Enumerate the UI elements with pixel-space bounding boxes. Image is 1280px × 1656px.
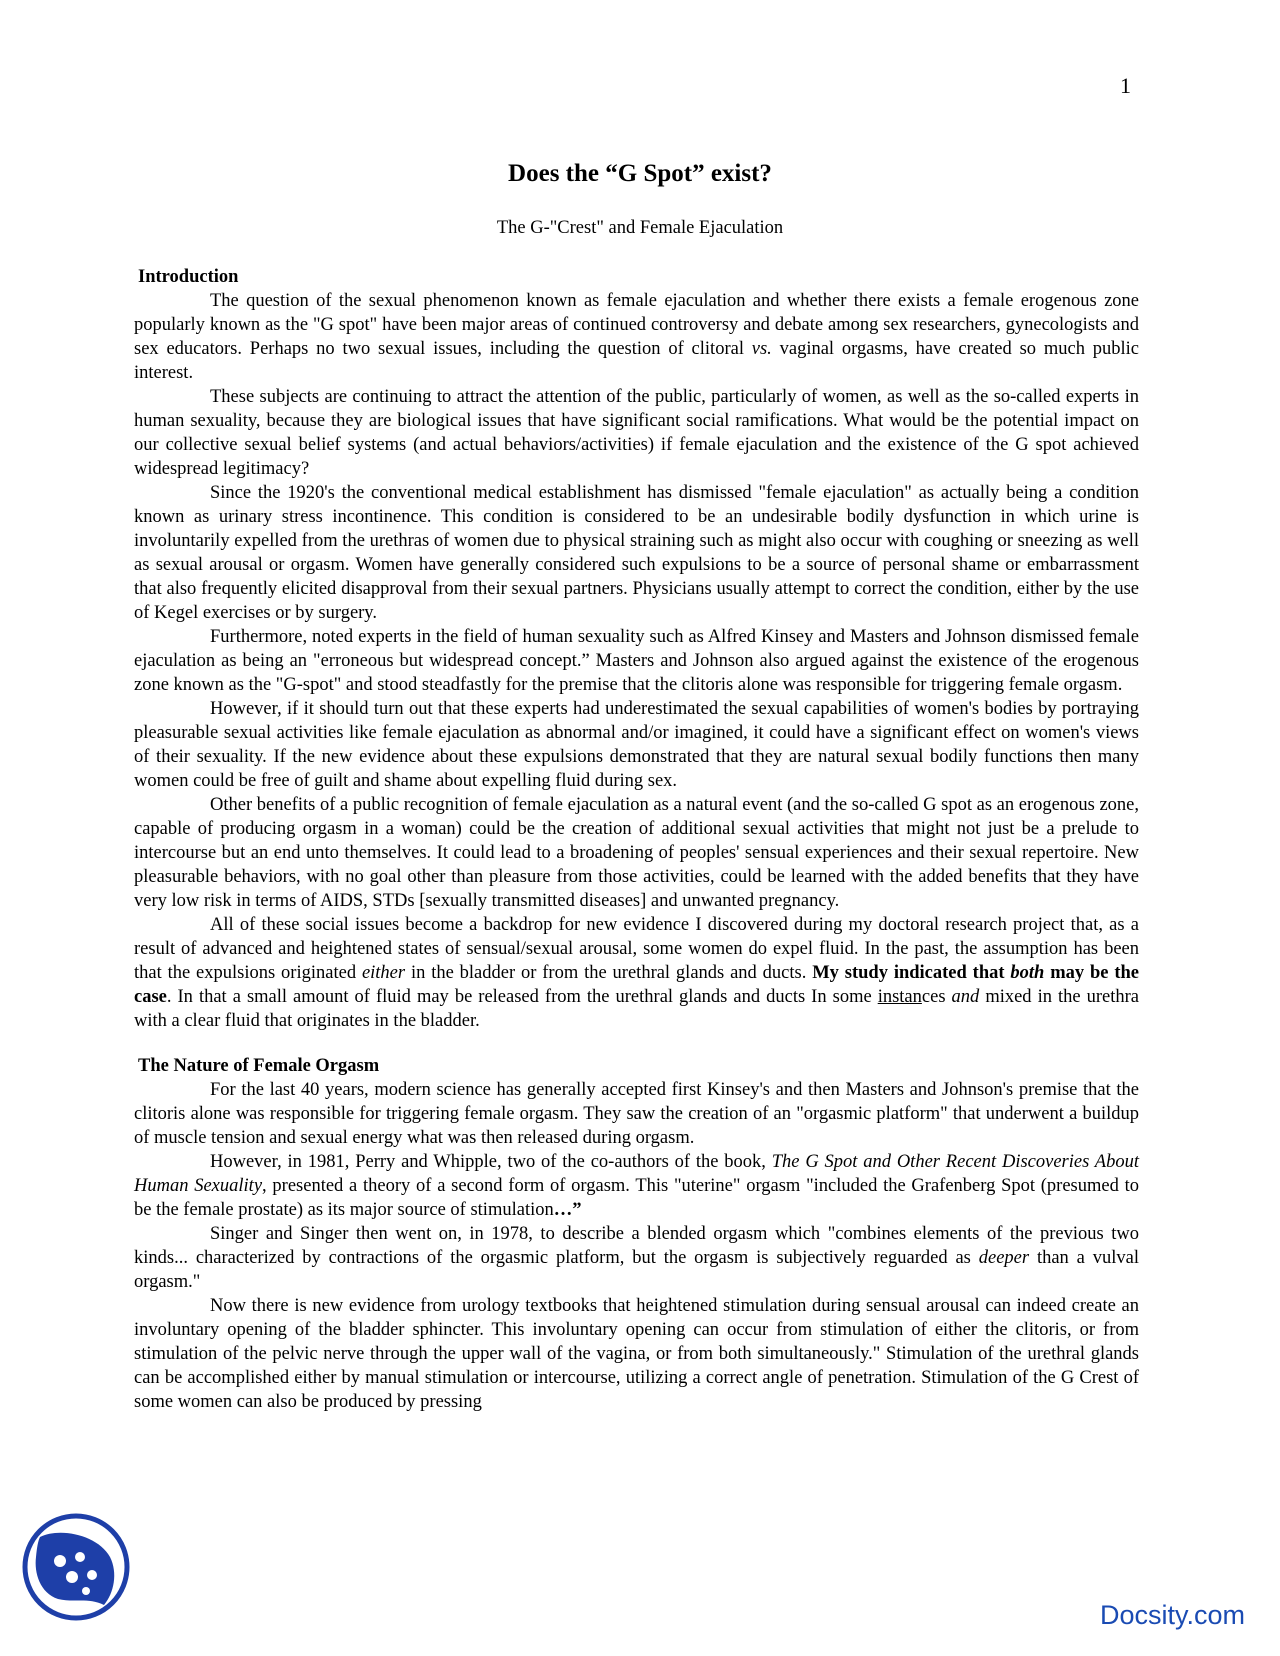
document-title: Does the “G Spot” exist?	[508, 160, 772, 187]
paragraph: Singer and Singer then went on, in 1978, to describe a blended orgasm which "combines elements of the previous two kinds... characterized by contractions of the orgasmic platform, but the orgasm is subjectively reguarded as deeper than a vulval orgasm."	[134, 1224, 1139, 1292]
paragraph: All of these social issues become a backdrop for new evidence I discovered during my doctoral research project that, as a result of advanced and heightened states of sensual/sexual arousal, some women do expel fluid. In the past, the assumption has been that the expulsions originated either in the bladder or from the urethral glands and ducts. My study indicated that both may be the case. In that a small amount of fluid may be released from the urethral glands and ducts In some instances and mixed in the urethra with a clear fluid that originates in the bladder.	[134, 915, 1139, 1031]
paragraph: However, in 1981, Perry and Whipple, two of the co-authors of the book, The G Spot and Other Recent Discoveries About Human Sexuality, presented a theory of a second form of orgasm. This "uterine" orgasm "included the Grafenberg Spot (presumed to be the female prostate) as its major source of stimulation…”	[134, 1152, 1139, 1220]
paragraph: For the last 40 years, modern science has generally accepted first Kinsey's and then Masters and Johnson's premise that the clitoris alone was responsible for triggering female orgasm. They saw the creation of an "orgasmic platform" that underwent a buildup of muscle tension and sexual energy what was then released during orgasm.	[134, 1080, 1139, 1148]
paragraph: The question of the sexual phenomenon known as female ejaculation and whether there exists a female erogenous zone popularly known as the "G spot" have been major areas of continued controversy and debate among sex researchers, gynecologists and sex educators. Perhaps no two sexual issues, including the question of clitoral vs. vaginal orgasms, have created so much public interest.	[134, 291, 1139, 383]
paragraph: Other benefits of a public recognition of female ejaculation as a natural event (and the so-called G spot as an erogenous zone, capable of producing orgasm in a woman) could be the creation of additional sexual activities that might not just be a prelude to intercourse but an end unto themselves. It could lead to a broadening of peoples' sensual experiences and their sexual repertoire. New pleasurable behaviors, with no goal other than pleasure from those activities, could be learned with the added benefits that they have very low risk in terms of AIDS, STDs [sexually transmitted diseases] and unwanted pregnancy.	[134, 795, 1139, 911]
document-subtitle: The G-"Crest" and Female Ejaculation	[496, 218, 784, 238]
paragraph: Since the 1920's the conventional medical establishment has dismissed "female ejaculation" as actually being a condition known as urinary stress incontinence. This condition is considered to be an undesirable bodily dysfunction in which urine is involuntarily expelled from the urethras of women due to physical straining such as might also occur with coughing or sneezing as well as sexual arousal or orgasm. Women have generally considered such expulsions to be a source of personal shame or embarrassment that also frequently elicited disapproval from their sexual partners. Physicians usually attempt to correct the condition, either by the use of Kegel exercises or by surgery.	[134, 483, 1139, 623]
document-body	[134, 265, 1139, 1414]
page-number: 1	[1120, 73, 1131, 98]
paragraph: However, if it should turn out that these experts had underestimated the sexual capabilities of women's bodies by portraying pleasurable sexual activities like female ejaculation as abnormal and/or imagined, it could have a significant effect on women's views of their sexuality. If the new evidence about these expulsions demonstrated that they are natural sexual bodily functions then many women could be free of guilt and shame about expelling fluid during sex.	[134, 699, 1139, 791]
section-heading-introduction: Introduction	[138, 267, 239, 287]
paragraph: Furthermore, noted experts in the field of human sexuality such as Alfred Kinsey and Masters and Johnson dismissed female ejaculation as being an "erroneous but widespread concept.” Masters and Johnson also argued against the existence of the erogenous zone known as the "G-spot" and stood steadfastly for the premise that the clitoris alone was responsible for triggering female orgasm.	[134, 627, 1139, 695]
paragraph: These subjects are continuing to attract the attention of the public, particularly of women, as well as the so-called experts in human sexuality, because they are biological issues that have significant social ramifications. What would be the potential impact on our collective sexual belief systems (and actual behaviors/activities) if female ejaculation and the existence of the G spot achieved widespread legitimacy?	[134, 387, 1139, 479]
section-heading-nature-of-female-orgasm: The Nature of Female Orgasm	[138, 1056, 380, 1076]
docsity-brand-link[interactable]: Docsity.com	[1100, 1600, 1246, 1630]
docsity-logo-icon[interactable]	[22, 1513, 130, 1621]
paragraph: Now there is new evidence from urology textbooks that heightened stimulation during sensual arousal can indeed create an involuntary opening of the bladder sphincter. This involuntary opening can occur from stimulation of either the clitoris, or from stimulation of the pelvic nerve through the upper wall of the vagina, or from both simultaneously." Stimulation of the urethral glands can be accomplished either by manual stimulation or intercourse, utilizing a correct angle of penetration. Stimulation of the G Crest of some women can also be produced by pressing	[134, 1296, 1139, 1412]
